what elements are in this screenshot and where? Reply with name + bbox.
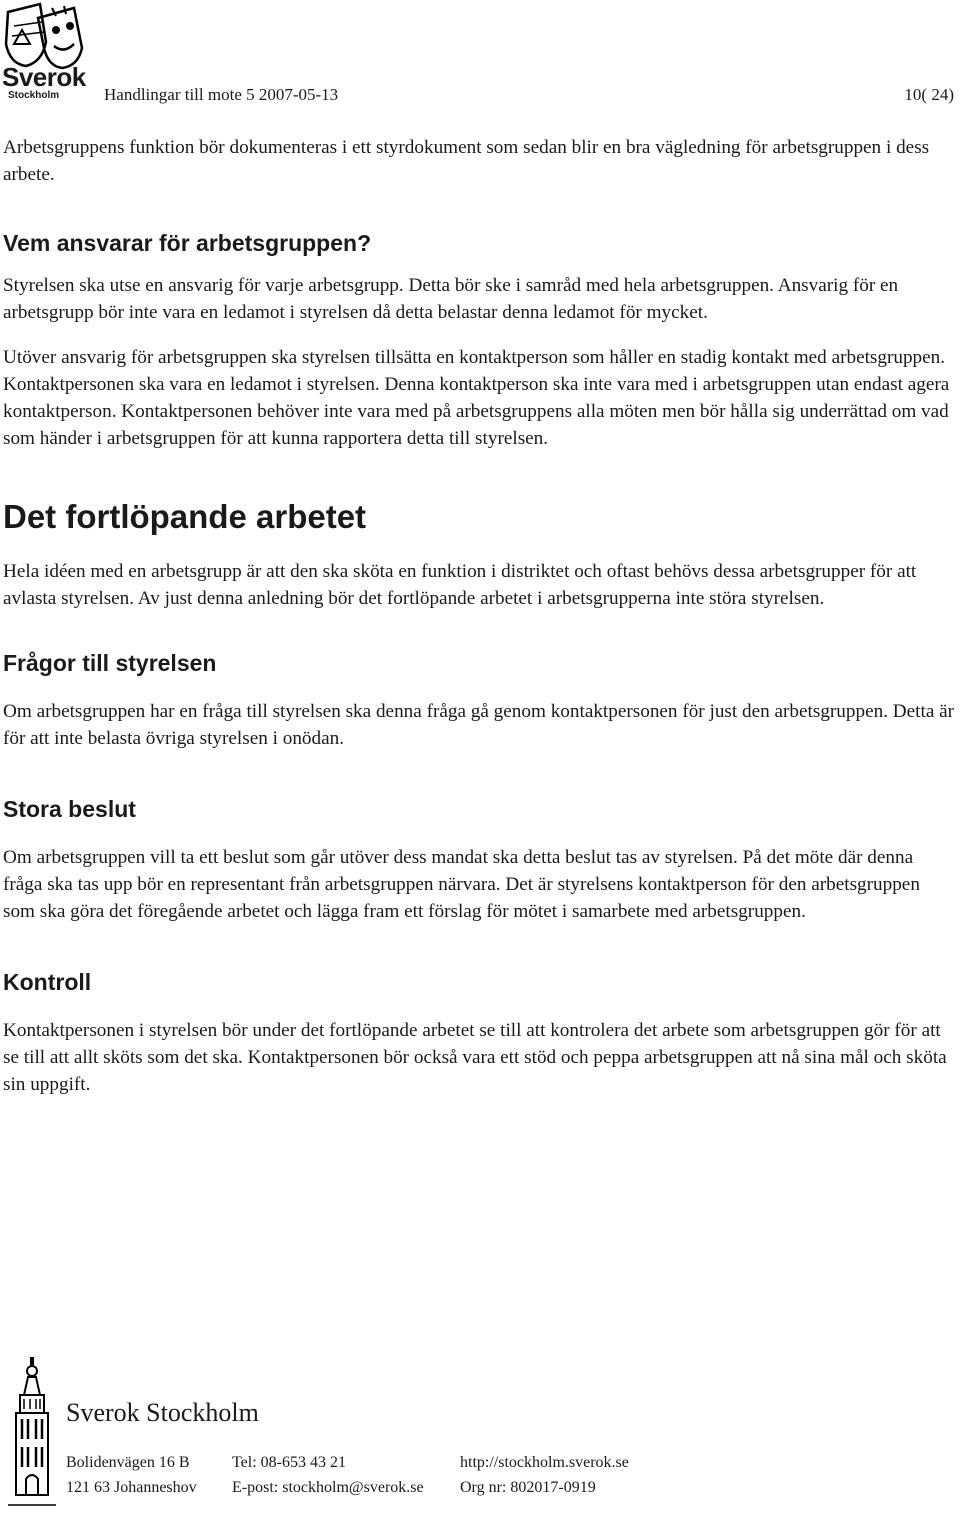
logo-text: Sverok xyxy=(2,62,86,92)
heading-kontroll: Kontroll xyxy=(3,969,92,995)
sverok-logo xyxy=(2,2,94,102)
footer-tel: Tel: 08-653 43 21 xyxy=(232,1454,346,1471)
footer-web[interactable]: http://stockholm.sverok.se xyxy=(460,1454,629,1471)
city-hall-tower-icon xyxy=(6,1355,58,1510)
heading-fragor: Frågor till styrelsen xyxy=(3,650,217,676)
paragraph-kontroll: Kontaktpersonen i styrelsen bör under det fortlöpande arbetet se till att kontrolera det arbete som arbetsgruppen gör för att se till att allt sköts som det ska. Kontaktpersonen bör också vara ett stöd och peppa arbetsgruppen att nå sina mål och sköta sin uppgift. xyxy=(3,1020,947,1095)
page-number: 10( 24) xyxy=(904,85,954,104)
paragraph-fortlopande: Hela idéen med en arbetsgrupp är att den ska sköta en funktion i distriktet och oftast behövs dessa arbetsgrupper för att avlasta styrelsen. Av just denna anledning bör det fortlöpande arbetet i arbetsgrupperna inte störa styrelsen. xyxy=(3,561,917,609)
heading-stora-beslut: Stora beslut xyxy=(3,796,136,822)
paragraph-vem-1: Styrelsen ska utse en ansvarig för varje arbetsgrupp. Detta bör ske i samråd med hela arbetsgruppen. Ansvarig för en arbetsgrupp bör inte vara en ledamot i styrelsen då detta belastar denna ledamot för mycket. xyxy=(3,275,899,323)
footer-org-name: Sverok Stockholm xyxy=(66,1398,259,1427)
paragraph-stora-beslut: Om arbetsgruppen vill ta ett beslut som går utöver dess mandat ska detta beslut tas av styrelsen. På det möte där denna fråga ska tas upp bör en representant från arbetsgruppen närvara. Det är styrelsens kontaktperson för den arbetsgruppen som ska göra det föregående arbetet och lägga fram ett förslag för mötet i samarbete med arbetsgruppen. xyxy=(3,847,920,922)
document-title: Handlingar till mote 5 2007-05-13 xyxy=(104,85,339,104)
footer-email[interactable]: E-post: stockholm@sverok.se xyxy=(232,1479,424,1496)
heading-vem-ansvarar: Vem ansvarar för arbetsgruppen? xyxy=(3,230,372,256)
paragraph-vem-2: Utöver ansvarig för arbetsgruppen ska styrelsen tillsätta en kontaktperson som håller en stadig kontakt med arbetsgruppen. Kontaktpersonen ska vara en ledamot i styrelsen. Denna kontaktperson ska inte vara med i arbetsgruppen utan endast agera kontaktperson. Kontaktpersonen behöver inte vara med på arbetsgruppens alla möten men bör hålla sig underrättad om vad som händer i arbetsgruppen för att kunna rapportera detta till styrelsen. xyxy=(3,347,950,449)
footer-address-2: 121 63 Johanneshov xyxy=(66,1479,197,1496)
paragraph-intro: Arbetsgruppens funktion bör dokumenteras i ett styrdokument som sedan blir en bra vägledning för arbetsgruppen i dess arbete. xyxy=(3,137,930,185)
document-body xyxy=(3,128,955,1098)
footer-address-1: Bolidenvägen 16 B xyxy=(66,1454,190,1471)
heading-fortlopande: Det fortlöpande arbetet xyxy=(3,498,367,535)
footer-orgnr: Org nr: 802017-0919 xyxy=(460,1479,596,1496)
logo-subtext: Stockholm xyxy=(8,90,60,101)
paragraph-fragor: Om arbetsgruppen har en fråga till styrelsen ska denna fråga gå genom kontaktpersonen för just den arbetsgruppen. Detta är för att inte belasta övriga styrelsen i onödan. xyxy=(3,701,955,749)
